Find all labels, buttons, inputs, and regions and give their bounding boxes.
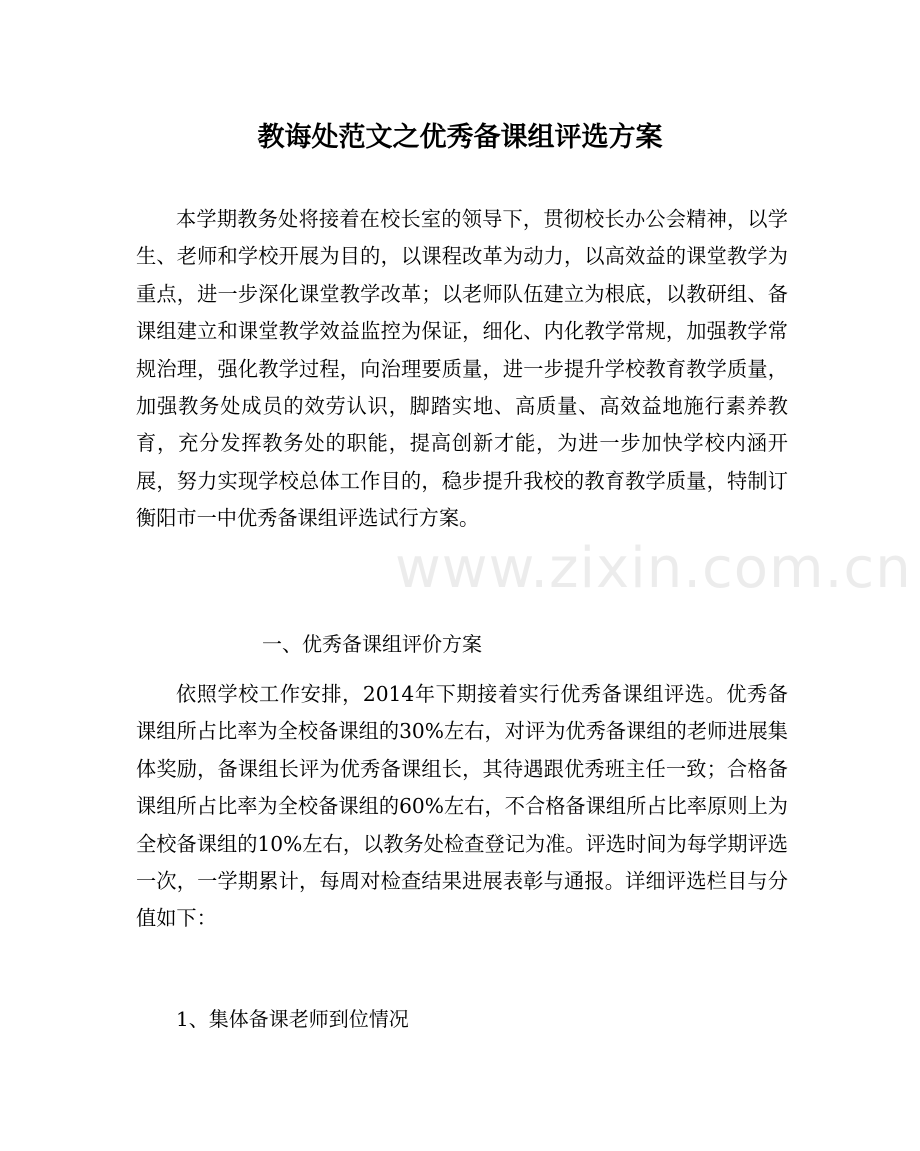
watermark: www.zixin.com.cn: [395, 536, 912, 601]
document-title: 教诲处范文之优秀备课组评选方案: [257, 122, 663, 153]
subsection-heading-attendance: 1、集体备课老师到位情况: [176, 1007, 409, 1031]
intro-paragraph: 本学期教务处将接着在校长室的领导下，贯彻校长办公会精神，以学生、老师和学校开展为目的，以课程改革为动力，以高效益的课堂教学为重点，进一步深化课堂教学改革；以老师队伍建立为根底，以教研组、备课组建立和课堂教学效益监控为保证，细化、内化教学常规，加强教学常规治理，强化教学过程，向治理要质量，进一步提升学校教育教学质量，加强教务处成员的效劳认识，脚踏实地、高质量、高效益地施行素养教育，充分发挥教务处的职能，提高创新才能，为进一步加快学校内涵开展，努力实现学校总体工作目的，稳步提升我校的教育教学质量，特制订衡阳市一中优秀备课组评选试行方案。: [136, 207, 788, 531]
evaluation-paragraph: 依照学校工作安排，2014年下期接着实行优秀备课组评选。优秀备课组所占比率为全校备课组的30%左右，对评为优秀备课组的老师进展集体奖励，备课组长评为优秀备课组长，其待遇跟优秀班主任一致；合格备课组所占比率为全校备课组的60%左右，不合格备课组所占比率原则上为全校备课组的10%左右，以教务处检查登记为准。评选时间为每学期评选一次，一学期累计，每周对检查结果进展表彰与通报。详细评选栏目与分值如下：: [136, 682, 788, 931]
section-heading-evaluation-plan: 一、优秀备课组评价方案: [262, 632, 482, 656]
